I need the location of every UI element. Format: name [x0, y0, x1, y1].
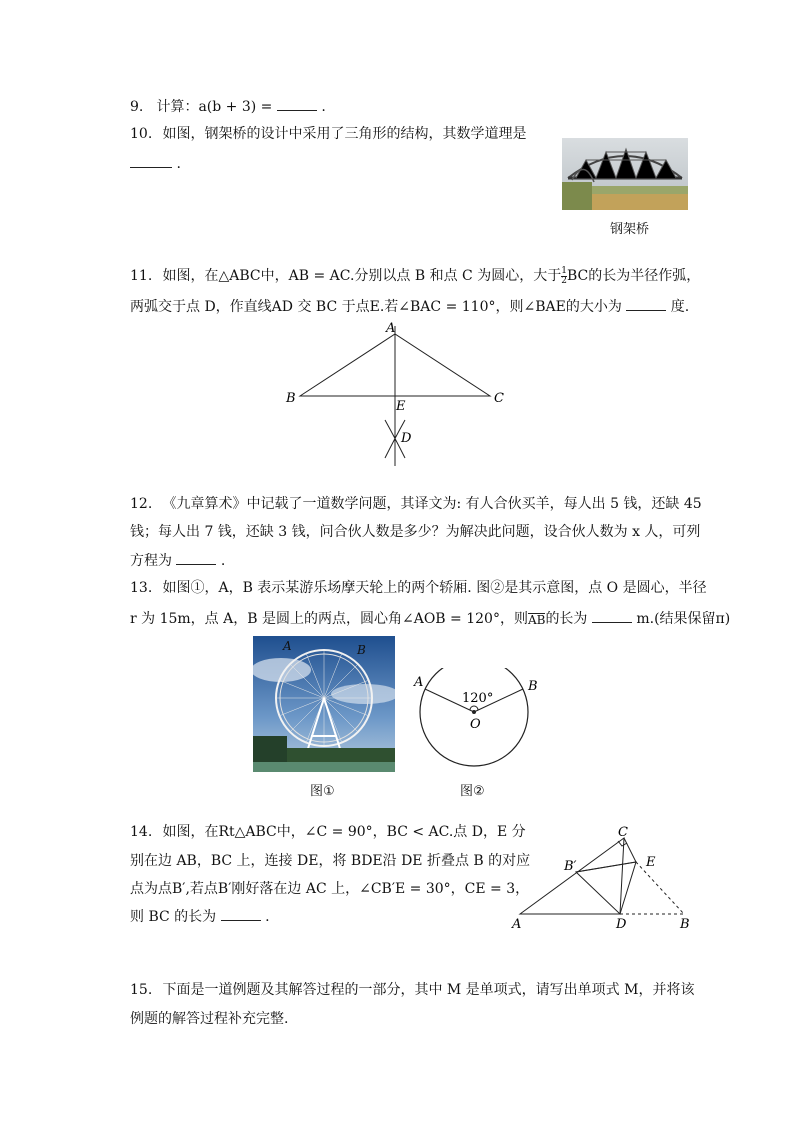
photo-label-A: A — [283, 639, 292, 653]
question-13-line2 — [130, 608, 730, 629]
question-14-line4 — [130, 906, 270, 927]
question-text: 如图，在△ABC中，AB = AC.分别以点 B 和点 C 为圆心，大于 — [162, 268, 562, 284]
question-13-line1 — [130, 578, 707, 598]
question-text-end: 度. — [670, 299, 690, 315]
q14-fold-figure — [508, 824, 698, 934]
question-10-line2 — [130, 153, 181, 174]
answer-blank — [277, 96, 317, 111]
answer-blank — [626, 296, 666, 311]
label-B: B — [680, 917, 690, 932]
question-9 — [130, 96, 326, 117]
figure-1-caption: 图① — [310, 784, 335, 799]
question-text: 则 BC 的长为 — [130, 909, 217, 925]
figure-2-caption: 图② — [460, 784, 485, 799]
question-15-line2 — [130, 1009, 288, 1029]
label-C: C — [494, 391, 504, 406]
photo-label-B: B — [357, 643, 366, 657]
question-text: 点为点B′,若点B′刚好落在边 AC 上，∠CB′E = 30°，CE = 3， — [130, 881, 530, 897]
question-text: 钱；每人出 7 钱，还缺 3 钱，问合伙人数是多少？为解决此问题，设合伙人数为 x 人，可列 — [130, 524, 701, 540]
label-B: B — [286, 391, 296, 406]
label-O: O — [470, 717, 481, 732]
label-D: D — [616, 917, 627, 932]
question-text-end: m.(结果保留π) — [636, 611, 731, 627]
question-14-line2 — [130, 851, 530, 871]
question-tail: . — [321, 99, 326, 115]
question-text-end: BC的长为半径作弧， — [566, 268, 701, 284]
question-number: 13. — [130, 580, 153, 596]
question-number: 10. — [130, 126, 153, 142]
label-A: A — [386, 321, 396, 336]
question-number: 15. — [130, 982, 153, 998]
question-text: 《九章算术》中记载了一道数学问题，其译文为: 有人合伙买羊，每人出 5 钱，还缺 45 — [162, 496, 702, 512]
question-10-line1 — [130, 124, 526, 144]
question-12-line1 — [130, 494, 702, 514]
circle-diagram — [410, 668, 550, 788]
question-14-line3 — [130, 879, 529, 899]
answer-blank — [592, 608, 632, 623]
question-text-end: . — [265, 909, 270, 925]
fraction-numerator: 1 — [561, 265, 567, 276]
label-E: E — [646, 855, 656, 870]
answer-blank — [130, 153, 172, 168]
ferris-wheel-photo — [253, 636, 395, 772]
question-11-line2 — [130, 296, 689, 317]
question-text: 计算：a(b + 3) = — [156, 99, 273, 115]
label-E: E — [396, 399, 406, 414]
bridge-caption: 钢架桥 — [610, 222, 650, 237]
question-number: 14. — [130, 824, 153, 840]
question-text: 如图，在Rt△ABC中，∠C = 90°，BC < AC.点 D，E 分 — [162, 824, 526, 840]
question-number: 9. — [130, 99, 144, 115]
label-C: C — [618, 825, 628, 840]
question-number: 12. — [130, 496, 153, 512]
question-text: r 为 15m，点 A，B 是圆上的两点，圆心角∠AOB = 120°，则 — [130, 611, 528, 627]
label-B: B — [528, 679, 538, 694]
question-14-line1 — [130, 822, 526, 842]
label-B-prime: B′ — [564, 859, 577, 874]
question-text: 下面是一道例题及其解答过程的一部分，其中 M 是单项式，请写出单项式 M，并将该 — [162, 982, 695, 998]
label-A: A — [414, 675, 424, 690]
q11-triangle-figure — [280, 318, 520, 468]
answer-blank — [176, 550, 216, 565]
steel-bridge-photo — [562, 138, 688, 210]
question-12-line3 — [130, 550, 225, 571]
question-text: 方程为 — [130, 553, 172, 569]
question-text: 如图，钢架桥的设计中采用了三角形的结构，其数学道理是 — [162, 126, 527, 142]
answer-blank — [221, 906, 261, 921]
fraction-denominator: 2 — [561, 275, 567, 286]
arc-notation: AB — [527, 612, 546, 627]
question-15-line1 — [130, 980, 694, 1000]
question-12-line2 — [130, 522, 700, 542]
question-text: 两弧交于点 D，作直线AD 交 BC 于点E.若∠BAC = 110°，则∠BAE的大小为 — [130, 299, 622, 315]
question-text: 如图①，A，B 表示某游乐场摩天轮上的两个轿厢. 图②是其示意图，点 O 是圆心，半径 — [162, 580, 707, 596]
question-tail: . — [176, 156, 181, 172]
label-D: D — [401, 431, 412, 446]
question-text: 的长为 — [545, 611, 588, 627]
question-text: 别在边 AB，BC 上，连接 DE，将 BDE沿 DE 折叠点 B 的对应 — [130, 853, 531, 869]
label-A: A — [512, 917, 522, 932]
question-number: 11. — [130, 268, 153, 284]
angle-label: 120° — [462, 691, 494, 706]
question-11-line1 — [130, 266, 700, 286]
question-text-end: . — [220, 553, 226, 569]
question-text: 例题的解答过程补充完整. — [130, 1011, 289, 1027]
